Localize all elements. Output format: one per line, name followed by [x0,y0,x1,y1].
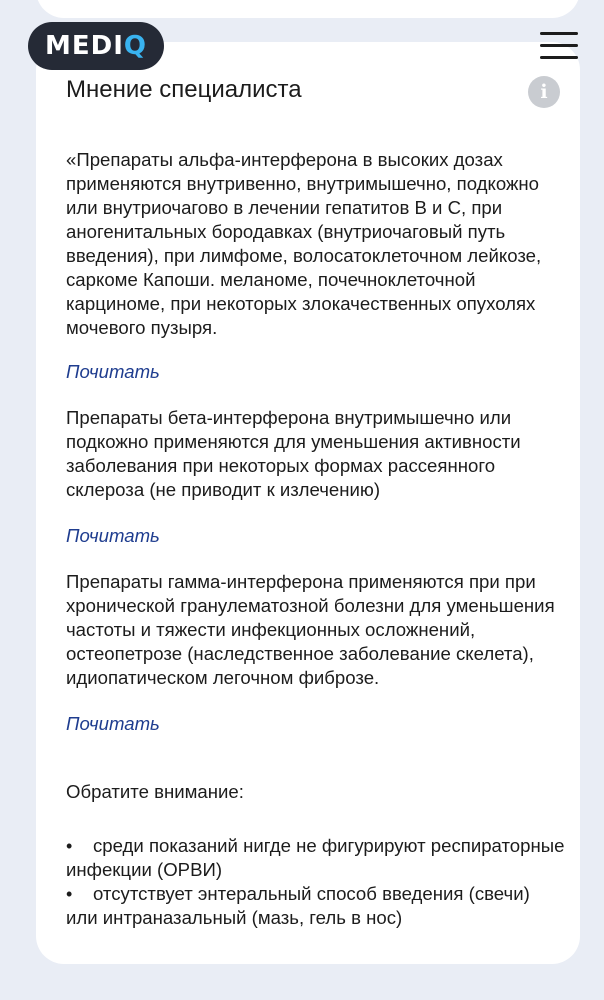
expert-opinion-card [36,42,580,964]
mediq-logo[interactable] [28,22,164,70]
menu-line [540,44,578,47]
paragraph-alpha-interferon: «Препараты альфа-интерферона в высоких дозах применяются внутривенно, внутримышечно, подкожно или внутриочагово в лечении гепатитов В и С, при аногенитальных бородавках (внутриочаговый путь введения), при лимфоме, волосатоклеточном лейкозе, саркоме Капоши. меланоме, почечноклеточной карциноме, при некоторых злокачественных опухолях мочевого пузыря. [66,149,542,338]
bullet-icon: • [66,836,73,856]
note-heading: Обратите внимание: [66,781,244,802]
card-content [66,148,566,930]
menu-line [540,32,578,35]
list-item [66,834,566,882]
list-item [66,882,566,930]
read-more-link-1[interactable]: Почитать [66,361,160,382]
note-text: среди показаний нигде не фигурируют респираторные инфекции (ОРВИ) [66,835,565,880]
card-title: Мнение специалиста [66,76,302,103]
previous-card-bottom [36,0,580,18]
hamburger-menu-icon[interactable] [540,32,580,60]
read-more-link-3[interactable]: Почитать [66,713,160,734]
note-list [66,834,566,930]
info-icon[interactable]: i [528,76,560,108]
logo-text: MEDIQ [45,31,147,61]
paragraph-gamma-interferon: Препараты гамма-интерферона применяются при при хронической гранулематозной болезни для уменьшения частоты и тяжести инфекционных осложнений, остеопетрозе (наследственное заболевание скелета), идиопатическом легочном фиброзе. [66,571,555,688]
paragraph-beta-interferon: Препараты бета-интерферона внутримышечно или подкожно применяются для уменьшения активности заболевания при некоторых формах рассеянного склероза (не приводит к излечению) [66,407,521,500]
note-text: отсутствует энтеральный способ введения (свечи) или интраназальный (мазь, гель в нос) [66,883,530,928]
menu-line [540,56,578,59]
read-more-link-2[interactable]: Почитать [66,525,160,546]
bullet-icon: • [66,884,73,904]
